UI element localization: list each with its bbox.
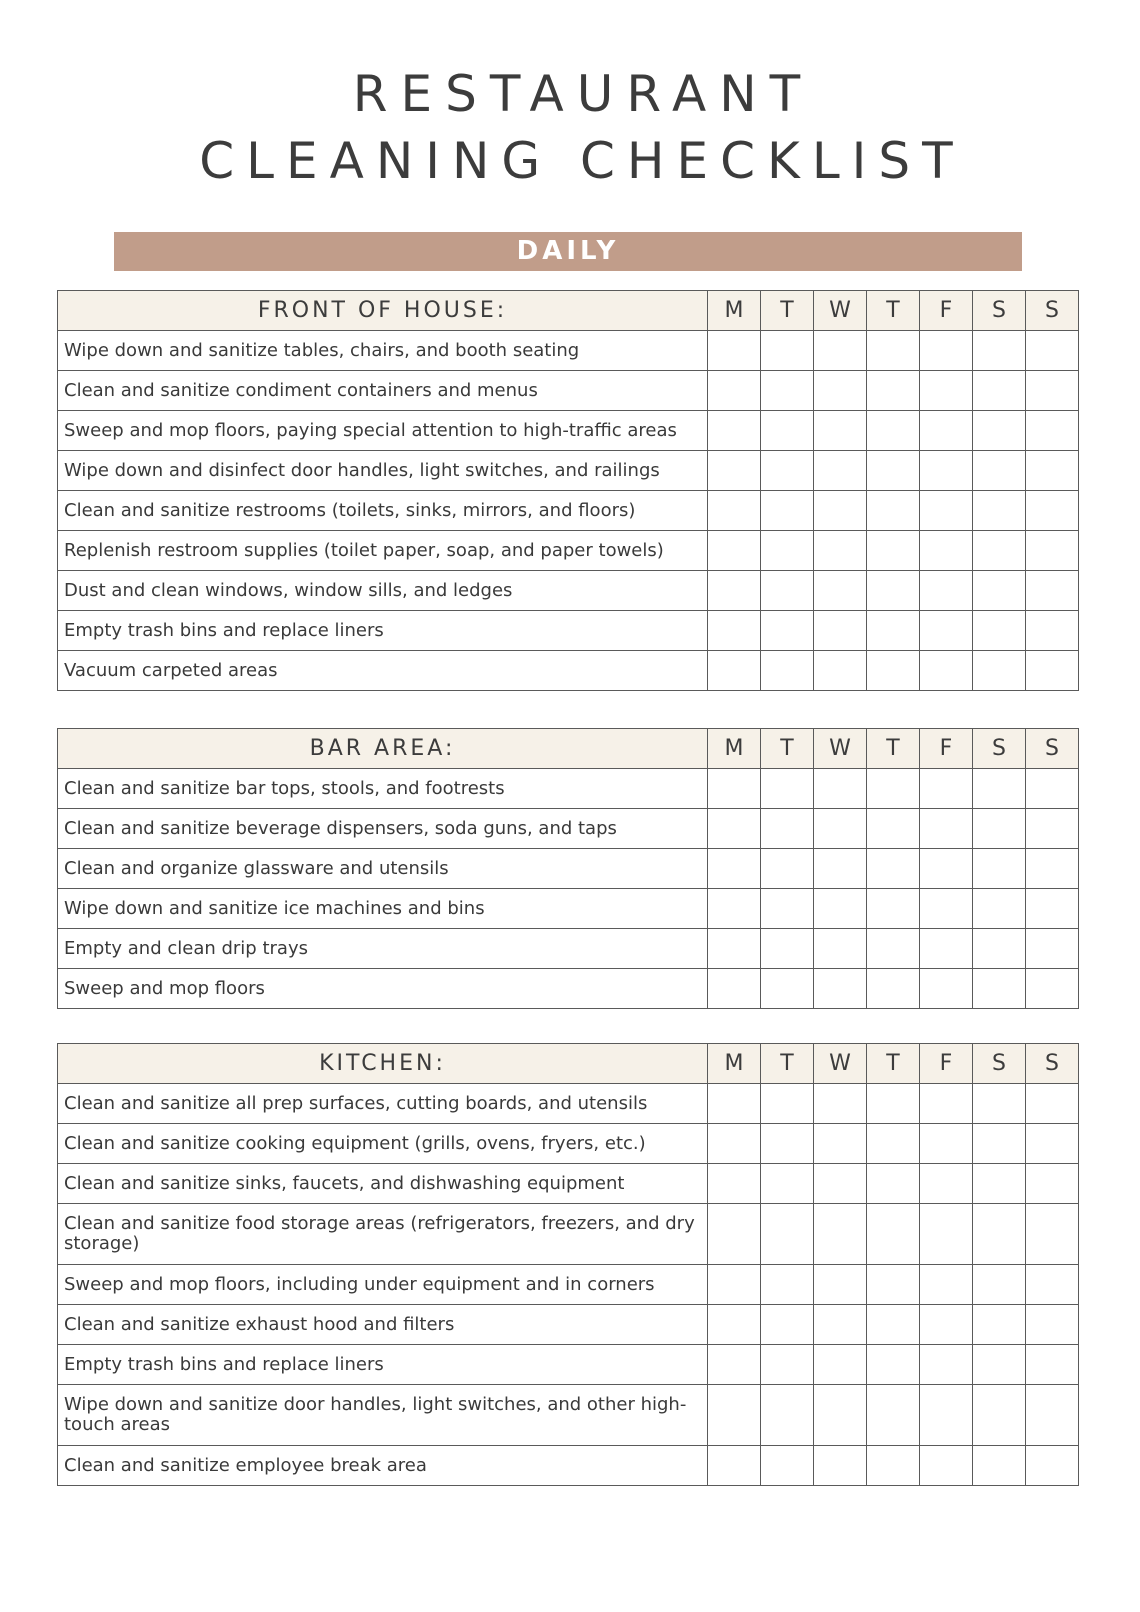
task-label: Empty trash bins and replace liners: [58, 611, 708, 651]
day-checkbox[interactable]: [708, 769, 761, 809]
day-checkbox[interactable]: [920, 411, 973, 451]
section-title: FRONT OF HOUSE:: [58, 291, 708, 331]
day-checkbox[interactable]: [1026, 1265, 1079, 1305]
day-checkbox[interactable]: [1026, 809, 1079, 849]
day-checkbox[interactable]: [973, 331, 1026, 371]
task-row: [58, 1265, 1079, 1305]
day-header: M: [708, 291, 761, 331]
day-header: F: [920, 291, 973, 331]
day-checkbox[interactable]: [867, 611, 920, 651]
task-row: [58, 611, 1079, 651]
day-checkbox[interactable]: [973, 1265, 1026, 1305]
day-checkbox[interactable]: [814, 1345, 867, 1385]
day-checkbox[interactable]: [708, 611, 761, 651]
day-checkbox[interactable]: [708, 531, 761, 571]
day-checkbox[interactable]: [814, 929, 867, 969]
page-title-line-2: CLEANING CHECKLIST: [199, 132, 965, 190]
day-checkbox[interactable]: [973, 1305, 1026, 1345]
task-label: Clean and organize glassware and utensils: [58, 849, 708, 889]
day-checkbox[interactable]: [761, 571, 814, 611]
day-checkbox[interactable]: [867, 531, 920, 571]
task-label: Wipe down and sanitize door handles, light switches, and other high-touch areas: [58, 1385, 708, 1446]
daily-banner: DAILY: [114, 232, 1022, 271]
task-label: Clean and sanitize bar tops, stools, and footrests: [58, 769, 708, 809]
day-checkbox[interactable]: [1026, 769, 1079, 809]
day-checkbox[interactable]: [814, 889, 867, 929]
task-label: Dust and clean windows, window sills, and ledges: [58, 571, 708, 611]
day-checkbox[interactable]: [708, 969, 761, 1009]
day-checkbox[interactable]: [920, 1265, 973, 1305]
day-checkbox[interactable]: [1026, 849, 1079, 889]
day-checkbox[interactable]: [920, 371, 973, 411]
day-checkbox[interactable]: [814, 1265, 867, 1305]
day-checkbox[interactable]: [761, 889, 814, 929]
day-checkbox[interactable]: [708, 1446, 761, 1486]
section-bar-area: [57, 728, 1079, 1009]
day-checkbox[interactable]: [708, 651, 761, 691]
task-row: [58, 331, 1079, 371]
day-checkbox[interactable]: [761, 809, 814, 849]
day-checkbox[interactable]: [1026, 651, 1079, 691]
task-label: Clean and sanitize beverage dispensers, soda guns, and taps: [58, 809, 708, 849]
day-checkbox[interactable]: [708, 1305, 761, 1345]
day-checkbox[interactable]: [1026, 929, 1079, 969]
day-checkbox[interactable]: [761, 611, 814, 651]
day-checkbox[interactable]: [920, 969, 973, 1009]
section-title: KITCHEN:: [58, 1044, 708, 1084]
day-header: S: [1026, 291, 1079, 331]
day-checkbox[interactable]: [761, 371, 814, 411]
day-checkbox[interactable]: [761, 331, 814, 371]
day-checkbox[interactable]: [920, 1305, 973, 1345]
task-row: [58, 531, 1079, 571]
day-checkbox[interactable]: [920, 491, 973, 531]
day-checkbox[interactable]: [867, 451, 920, 491]
day-checkbox[interactable]: [973, 1164, 1026, 1204]
day-checkbox[interactable]: [1026, 969, 1079, 1009]
day-checkbox[interactable]: [708, 451, 761, 491]
day-checkbox[interactable]: [867, 1265, 920, 1305]
day-checkbox[interactable]: [867, 411, 920, 451]
task-label: Sweep and mop floors, including under equipment and in corners: [58, 1265, 708, 1305]
day-checkbox[interactable]: [814, 849, 867, 889]
day-checkbox[interactable]: [867, 889, 920, 929]
day-checkbox[interactable]: [761, 1265, 814, 1305]
day-checkbox[interactable]: [1026, 411, 1079, 451]
task-label: Sweep and mop floors, paying special attention to high-traffic areas: [58, 411, 708, 451]
task-row: [58, 1345, 1079, 1385]
day-header: T: [867, 291, 920, 331]
day-checkbox[interactable]: [867, 1345, 920, 1385]
task-row: [58, 1305, 1079, 1345]
task-row: [58, 491, 1079, 531]
task-row: [58, 969, 1079, 1009]
day-checkbox[interactable]: [1026, 889, 1079, 929]
day-checkbox[interactable]: [867, 371, 920, 411]
day-checkbox[interactable]: [814, 769, 867, 809]
day-checkbox[interactable]: [867, 491, 920, 531]
day-checkbox[interactable]: [920, 1164, 973, 1204]
day-header: W: [814, 1044, 867, 1084]
day-checkbox[interactable]: [1026, 1084, 1079, 1124]
page-title-line-1: RESTAURANT: [352, 65, 814, 123]
day-checkbox[interactable]: [814, 651, 867, 691]
day-checkbox[interactable]: [867, 849, 920, 889]
day-checkbox[interactable]: [867, 1204, 920, 1265]
task-label: Wipe down and disinfect door handles, light switches, and railings: [58, 451, 708, 491]
day-checkbox[interactable]: [1026, 331, 1079, 371]
day-header: S: [973, 1044, 1026, 1084]
day-checkbox[interactable]: [867, 1385, 920, 1446]
day-checkbox[interactable]: [867, 1305, 920, 1345]
day-checkbox[interactable]: [973, 571, 1026, 611]
task-row: [58, 1385, 1079, 1446]
task-row: [58, 809, 1079, 849]
checklist-table: [57, 1043, 1079, 1486]
day-checkbox[interactable]: [973, 371, 1026, 411]
day-checkbox[interactable]: [814, 969, 867, 1009]
day-checkbox[interactable]: [920, 1084, 973, 1124]
day-checkbox[interactable]: [920, 1124, 973, 1164]
day-checkbox[interactable]: [814, 1164, 867, 1204]
task-row: [58, 769, 1079, 809]
day-checkbox[interactable]: [920, 849, 973, 889]
section-header-row: [58, 291, 1079, 331]
task-row: [58, 889, 1079, 929]
day-checkbox[interactable]: [708, 571, 761, 611]
day-checkbox[interactable]: [761, 1084, 814, 1124]
day-checkbox[interactable]: [920, 611, 973, 651]
day-checkbox[interactable]: [761, 849, 814, 889]
day-checkbox[interactable]: [973, 929, 1026, 969]
day-checkbox[interactable]: [973, 491, 1026, 531]
day-checkbox[interactable]: [761, 969, 814, 1009]
day-checkbox[interactable]: [1026, 491, 1079, 531]
task-row: [58, 571, 1079, 611]
day-checkbox[interactable]: [814, 371, 867, 411]
task-label: Replenish restroom supplies (toilet paper, soap, and paper towels): [58, 531, 708, 571]
day-checkbox[interactable]: [761, 1345, 814, 1385]
task-label: Clean and sanitize food storage areas (refrigerators, freezers, and dry storage): [58, 1204, 708, 1265]
day-checkbox[interactable]: [708, 1084, 761, 1124]
day-checkbox[interactable]: [973, 611, 1026, 651]
day-checkbox[interactable]: [867, 969, 920, 1009]
day-checkbox[interactable]: [814, 1305, 867, 1345]
day-checkbox[interactable]: [973, 769, 1026, 809]
day-checkbox[interactable]: [867, 1084, 920, 1124]
day-checkbox[interactable]: [973, 651, 1026, 691]
day-checkbox[interactable]: [920, 1345, 973, 1385]
day-checkbox[interactable]: [867, 769, 920, 809]
day-checkbox[interactable]: [920, 651, 973, 691]
day-header: W: [814, 729, 867, 769]
section-header-row: [58, 729, 1079, 769]
day-checkbox[interactable]: [761, 1305, 814, 1345]
task-row: [58, 1124, 1079, 1164]
day-checkbox[interactable]: [708, 1385, 761, 1446]
day-checkbox[interactable]: [814, 411, 867, 451]
day-checkbox[interactable]: [1026, 1124, 1079, 1164]
task-label: Clean and sanitize all prep surfaces, cutting boards, and utensils: [58, 1084, 708, 1124]
day-checkbox[interactable]: [920, 809, 973, 849]
day-checkbox[interactable]: [1026, 1204, 1079, 1265]
task-label: Clean and sanitize exhaust hood and filters: [58, 1305, 708, 1345]
day-header: M: [708, 1044, 761, 1084]
task-label: Empty and clean drip trays: [58, 929, 708, 969]
day-checkbox[interactable]: [867, 1446, 920, 1486]
day-header: M: [708, 729, 761, 769]
task-label: Clean and sanitize sinks, faucets, and dishwashing equipment: [58, 1164, 708, 1204]
day-checkbox[interactable]: [708, 889, 761, 929]
task-label: Wipe down and sanitize tables, chairs, and booth seating: [58, 331, 708, 371]
day-checkbox[interactable]: [708, 929, 761, 969]
day-checkbox[interactable]: [973, 809, 1026, 849]
day-checkbox[interactable]: [708, 1124, 761, 1164]
day-checkbox[interactable]: [867, 571, 920, 611]
day-checkbox[interactable]: [920, 571, 973, 611]
day-header: S: [1026, 1044, 1079, 1084]
task-row: [58, 451, 1079, 491]
day-checkbox[interactable]: [1026, 571, 1079, 611]
task-label: Sweep and mop floors: [58, 969, 708, 1009]
day-checkbox[interactable]: [973, 451, 1026, 491]
task-label: Clean and sanitize restrooms (toilets, sinks, mirrors, and floors): [58, 491, 708, 531]
day-checkbox[interactable]: [920, 769, 973, 809]
day-checkbox[interactable]: [1026, 451, 1079, 491]
day-header: S: [1026, 729, 1079, 769]
task-row: [58, 1084, 1079, 1124]
day-checkbox[interactable]: [973, 889, 1026, 929]
checklist-table: [57, 728, 1079, 1009]
task-row: [58, 411, 1079, 451]
day-checkbox[interactable]: [708, 1204, 761, 1265]
day-checkbox[interactable]: [920, 531, 973, 571]
day-checkbox[interactable]: [867, 809, 920, 849]
day-checkbox[interactable]: [708, 411, 761, 451]
section-header-row: [58, 1044, 1079, 1084]
day-header: T: [867, 729, 920, 769]
day-checkbox[interactable]: [761, 1124, 814, 1164]
day-checkbox[interactable]: [920, 451, 973, 491]
task-label: Wipe down and sanitize ice machines and bins: [58, 889, 708, 929]
day-checkbox[interactable]: [973, 531, 1026, 571]
day-header: W: [814, 291, 867, 331]
day-checkbox[interactable]: [920, 331, 973, 371]
day-checkbox[interactable]: [1026, 1385, 1079, 1446]
day-checkbox[interactable]: [920, 1385, 973, 1446]
day-header: F: [920, 1044, 973, 1084]
day-checkbox[interactable]: [973, 1124, 1026, 1164]
day-checkbox[interactable]: [920, 929, 973, 969]
day-checkbox[interactable]: [814, 809, 867, 849]
day-checkbox[interactable]: [867, 651, 920, 691]
day-checkbox[interactable]: [708, 1345, 761, 1385]
day-checkbox[interactable]: [973, 1446, 1026, 1486]
task-label: Empty trash bins and replace liners: [58, 1345, 708, 1385]
day-checkbox[interactable]: [814, 611, 867, 651]
task-label: Clean and sanitize cooking equipment (grills, ovens, fryers, etc.): [58, 1124, 708, 1164]
day-checkbox[interactable]: [814, 1124, 867, 1164]
day-checkbox[interactable]: [1026, 1164, 1079, 1204]
day-checkbox[interactable]: [1026, 371, 1079, 411]
day-checkbox[interactable]: [708, 331, 761, 371]
day-checkbox[interactable]: [814, 1385, 867, 1446]
day-checkbox[interactable]: [708, 849, 761, 889]
day-checkbox[interactable]: [973, 1385, 1026, 1446]
day-checkbox[interactable]: [920, 889, 973, 929]
day-checkbox[interactable]: [814, 1446, 867, 1486]
section-kitchen: [57, 1043, 1079, 1486]
day-checkbox[interactable]: [814, 491, 867, 531]
day-checkbox[interactable]: [867, 929, 920, 969]
day-checkbox[interactable]: [1026, 531, 1079, 571]
section-front-of-house: [57, 290, 1079, 691]
day-checkbox[interactable]: [1026, 611, 1079, 651]
day-checkbox[interactable]: [867, 1124, 920, 1164]
day-checkbox[interactable]: [973, 1084, 1026, 1124]
day-checkbox[interactable]: [814, 1084, 867, 1124]
day-checkbox[interactable]: [973, 1204, 1026, 1265]
day-checkbox[interactable]: [1026, 1305, 1079, 1345]
day-header: T: [761, 729, 814, 769]
day-checkbox[interactable]: [973, 849, 1026, 889]
day-checkbox[interactable]: [814, 531, 867, 571]
day-checkbox[interactable]: [708, 1164, 761, 1204]
task-row: [58, 1164, 1079, 1204]
day-checkbox[interactable]: [814, 331, 867, 371]
day-header: S: [973, 729, 1026, 769]
day-checkbox[interactable]: [761, 769, 814, 809]
day-checkbox[interactable]: [973, 969, 1026, 1009]
checklist-table: [57, 290, 1079, 691]
day-checkbox[interactable]: [814, 571, 867, 611]
day-checkbox[interactable]: [814, 1204, 867, 1265]
day-checkbox[interactable]: [814, 451, 867, 491]
day-checkbox[interactable]: [920, 1446, 973, 1486]
day-checkbox[interactable]: [761, 491, 814, 531]
day-header: S: [973, 291, 1026, 331]
day-checkbox[interactable]: [708, 1265, 761, 1305]
day-checkbox[interactable]: [867, 331, 920, 371]
task-row: [58, 849, 1079, 889]
day-checkbox[interactable]: [920, 1204, 973, 1265]
day-checkbox[interactable]: [761, 1204, 814, 1265]
day-checkbox[interactable]: [1026, 1345, 1079, 1385]
day-checkbox[interactable]: [761, 1164, 814, 1204]
task-row: [58, 1446, 1079, 1486]
day-checkbox[interactable]: [761, 929, 814, 969]
day-header: T: [867, 1044, 920, 1084]
task-row: [58, 1204, 1079, 1265]
day-checkbox[interactable]: [761, 1385, 814, 1446]
day-checkbox[interactable]: [761, 411, 814, 451]
task-row: [58, 371, 1079, 411]
day-checkbox[interactable]: [867, 1164, 920, 1204]
task-label: Vacuum carpeted areas: [58, 651, 708, 691]
day-checkbox[interactable]: [973, 1345, 1026, 1385]
day-checkbox[interactable]: [708, 809, 761, 849]
task-label: Clean and sanitize employee break area: [58, 1446, 708, 1486]
task-label: Clean and sanitize condiment containers and menus: [58, 371, 708, 411]
day-header: F: [920, 729, 973, 769]
day-checkbox[interactable]: [708, 371, 761, 411]
day-header: T: [761, 291, 814, 331]
day-checkbox[interactable]: [973, 411, 1026, 451]
task-row: [58, 651, 1079, 691]
day-checkbox[interactable]: [761, 451, 814, 491]
section-title: BAR AREA:: [58, 729, 708, 769]
day-checkbox[interactable]: [708, 491, 761, 531]
day-checkbox[interactable]: [761, 651, 814, 691]
day-header: T: [761, 1044, 814, 1084]
day-checkbox[interactable]: [761, 1446, 814, 1486]
day-checkbox[interactable]: [1026, 1446, 1079, 1486]
task-row: [58, 929, 1079, 969]
day-checkbox[interactable]: [761, 531, 814, 571]
